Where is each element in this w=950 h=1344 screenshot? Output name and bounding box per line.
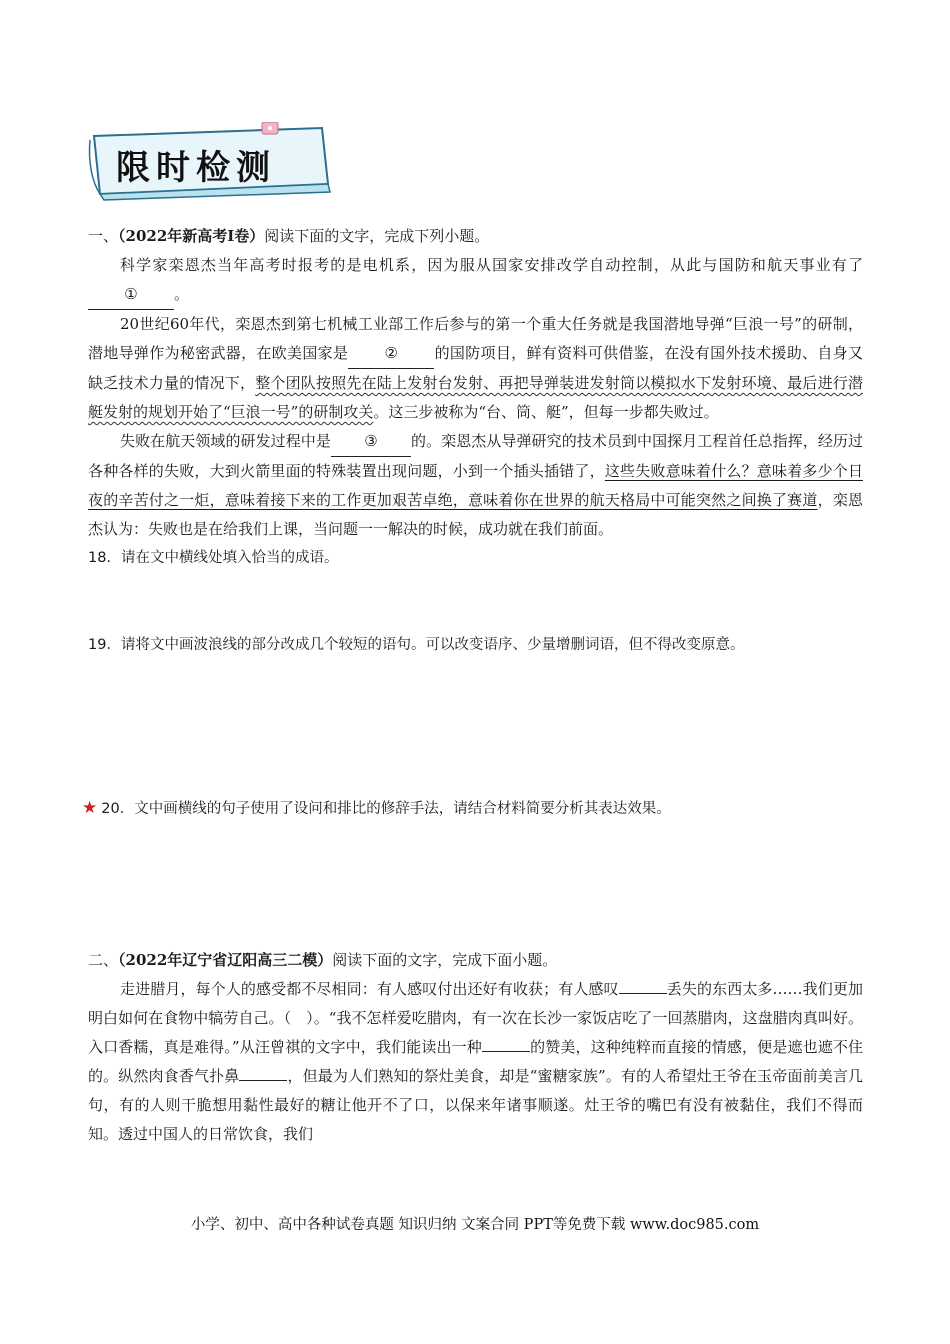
wavy-underlined-text: 整个团队按照先在陆上发射台发射、再把导弹装进发射筒以模拟水下发射环境、最后进行潜艇发射的规划开始了“巨浪一号”的研制攻关: [88, 374, 863, 421]
document-body: [82, 222, 863, 1149]
section2-instruction: 阅读下面的文字，完成下面小题。: [332, 951, 558, 969]
section2-number: 二、: [88, 951, 119, 969]
section1-instruction: 阅读下面的文字，完成下列小题。: [264, 227, 490, 245]
section1-number: 一、: [88, 227, 119, 245]
question-20: ★ 20．文中画横线的句子使用了设问和排比的修辞手法，请结合材料简要分析其表达效果。: [82, 798, 671, 818]
section1-paragraph-3: 失败在航天领域的研发过程中是 ③ 的。栾恩杰从导弹研究的技术员到中国探月工程首任总指挥，经历过各种各样的失败，大到火箭里面的特殊装置出现问题，小到一个插头插错了，这些失败意味着什么？意味着多少个日夜的辛苦付之一炬，意味着接下来的工作更加艰苦卓绝，意味着你在世界的航天格局中可能突然之间换了赛道，栾恩杰认为：失败也是在给我们上课，当问题一一解决的时候，成功就在我们前面。: [88, 427, 863, 544]
question-19: 19．请将文中画波浪线的部分改成几个较短的语句。可以改变语序、少量增删词语，但不得改变原意。: [88, 637, 745, 653]
section1-paragraph-1: 科学家栾恩杰当年高考时报考的是电机系，因为服从国家安排改学自动控制，从此与国防和航天事业有了① 。: [88, 251, 863, 310]
section1-source: （2022年新高考Ⅰ卷）: [118, 227, 265, 245]
title-banner: [86, 122, 336, 202]
banner-title: 限时检测: [116, 148, 276, 188]
blank-b: [482, 1051, 530, 1052]
section1-paragraph-2: 20世纪60年代，栾恩杰到第七机械工业部工作后参与的第一个重大任务就是我国潜地导弹“巨浪一号”的研制，潜地导弹作为秘密武器，在欧美国家是 ② 的国防项目，鲜有资料可供借鉴，在没有国外技术援助、自身又缺乏技术力量的情况下，整个团队按照先在陆上发射台发射、再把导弹装进发射筒以模拟水下发射环境、最后进行潜艇发射的规划开始了“巨浪一号”的研制攻关。这三步被称为“台、筒、艇”，但每一步都失败过。: [88, 315, 863, 421]
underlined-text: 这些失败意味着什么？意味着多少个日夜的辛苦付之一炬，意味着接下来的工作更加艰苦卓绝，意味着你在世界的航天格局中可能突然之间换了赛道: [88, 462, 863, 509]
star-icon: ★: [82, 798, 98, 818]
blank-2: ②: [348, 339, 434, 369]
page-footer: 小学、初中、高中各种试卷真题 知识归纳 文案合同 PPT等免费下载 www.doc985.com: [190, 1217, 760, 1233]
question-18: 18．请在文中横线处填入恰当的成语。: [88, 550, 339, 566]
section2-paragraph-1: 走进腊月，每个人的感受都不尽相同：有人感叹付出还好有收获；有人感叹 丢失的东西太多……我们更加明白如何在食物中犒劳自己。（ ）。“我不怎样爱吃腊肉，有一次在长沙一家饭店吃了一回蒸腊肉，这盘腊肉真叫好。入口香糯，真是难得。”从汪曾祺的文字中，我们能读出一种 的赞美，这种纯粹而直接的情感，便是遮也遮不住的。纵然肉食香气扑鼻 ，但最为人们熟知的祭灶美食，却是“蜜糖家族”。有的人希望灶王爷在玉帝面前美言几句，有的人则干脆想用黏性最好的糖让他开不了口，以保来年诸事顺遂。灶王爷的嘴巴有没有被黏住，我们不得而知。透过中国人的日常饮食，我们: [88, 980, 863, 1143]
blank-a: [619, 993, 667, 994]
blank-3: ③: [331, 427, 411, 457]
section1-heading: [88, 222, 863, 251]
section2-heading: [88, 946, 863, 975]
section2-source: （2022年辽宁省辽阳高三二模）: [118, 951, 333, 969]
blank-1: ①: [88, 280, 174, 310]
blank-c: [239, 1080, 287, 1081]
